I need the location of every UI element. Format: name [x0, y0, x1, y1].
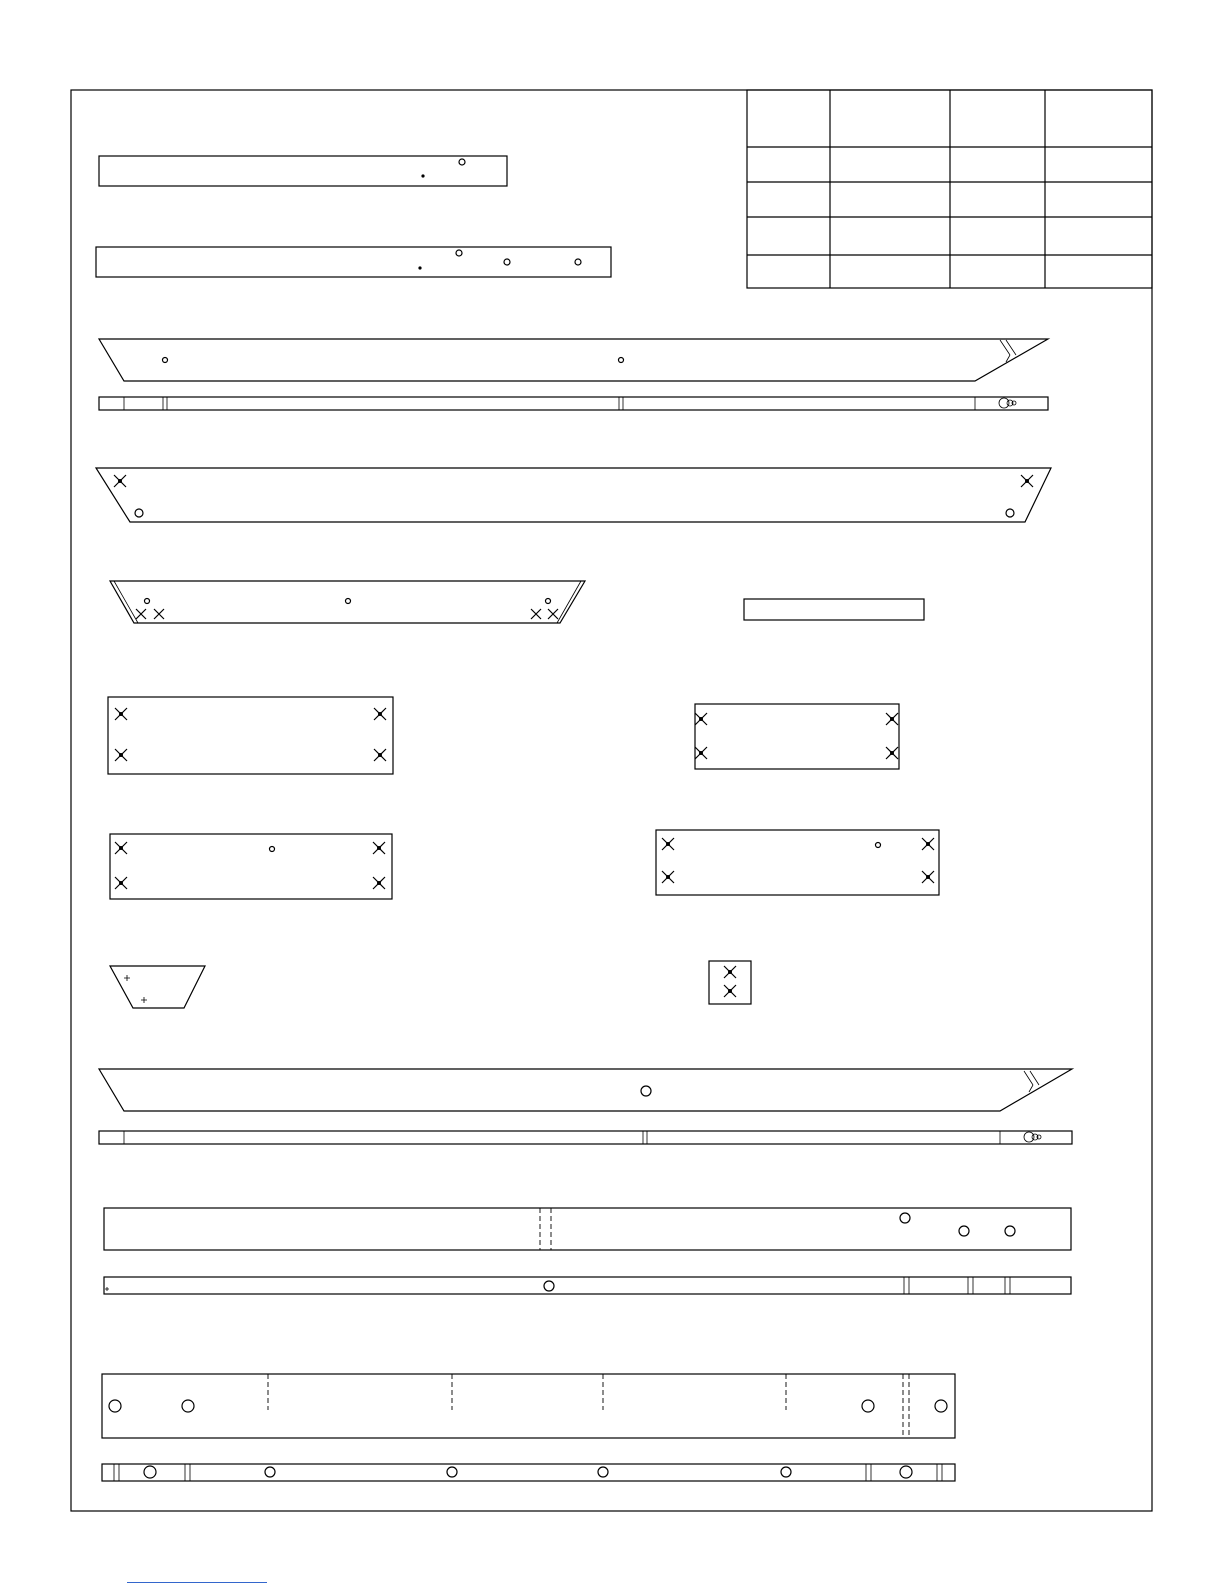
rect-plate-3 [110, 834, 392, 899]
small-strip [744, 599, 924, 620]
medium-tapered-panel [110, 581, 585, 623]
title-block [747, 90, 1152, 288]
rect-plate-2 [695, 704, 899, 769]
rect-plate-4 [656, 830, 939, 895]
small-trapezoid [110, 966, 205, 1008]
long-bar-with-holes-edge-view [104, 1277, 1071, 1294]
sheet-border [71, 90, 1152, 1511]
long-rail-top [96, 247, 611, 277]
rect-plate-1 [108, 697, 393, 774]
long-tapered-rail-a-edge-view [99, 397, 1048, 410]
short-rail-top [99, 156, 507, 186]
long-tapered-rail-b-edge-view [99, 1131, 1072, 1144]
bottom-bar-edge-view [102, 1464, 955, 1481]
bottom-bar [102, 1374, 955, 1438]
long-bar-with-holes [104, 1208, 1071, 1250]
tiny-square-block [709, 961, 751, 1004]
long-tapered-rail-b [99, 1069, 1072, 1111]
wide-tapered-panel [96, 468, 1051, 522]
footer-link[interactable] [127, 1568, 267, 1583]
long-tapered-rail-a [99, 339, 1048, 381]
